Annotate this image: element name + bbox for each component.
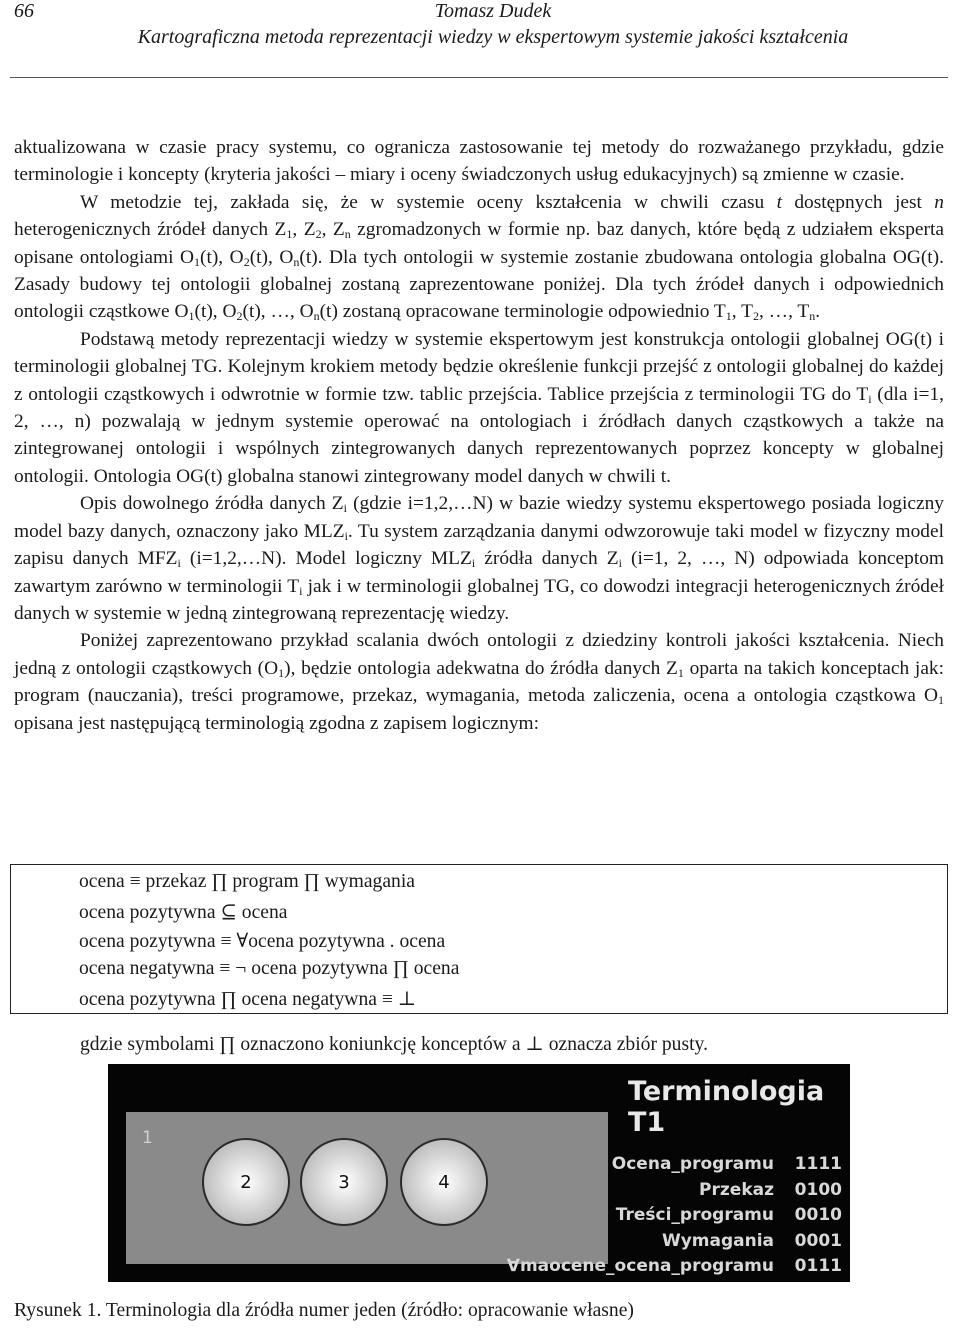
terminology-rows [507, 1152, 842, 1280]
logic-formula-box [10, 864, 948, 1014]
outer-set-label: 1 [142, 1128, 153, 1148]
circle-label-2: 2 [240, 1172, 252, 1193]
figure-caption: Rysunek 1. Terminologia dla źródła numer jeden (źródło: opracowanie własne) [14, 1300, 634, 1321]
header-rule [10, 77, 948, 78]
paragraph-1: aktualizowana w czasie pracy systemu, co ogranicza zastosowanie tej metody do rozważanego przykładu, gdzie terminologie i koncepty (kryteria jakości – miary i oceny świadczonych usług edukacyjnych) są zmienne w czasie. [14, 137, 944, 186]
term-row: ∀maocene_ocena_programu 0111 [506, 1256, 842, 1276]
circle-label-3: 3 [338, 1172, 350, 1193]
formula-line-1: ocena ≡ przekaz ∏ program ∏ wymagania [79, 871, 415, 892]
circle-label-4: 4 [438, 1172, 450, 1193]
term-row: Przekaz 0100 [699, 1179, 842, 1200]
formula-line-5: ocena pozytywna ∏ ocena negatywna ≡ ⊥ [79, 989, 417, 1010]
symbol-note: gdzie symbolami ∏ oznaczono koniunkcję konceptów a ⊥ oznacza zbiór pusty. [80, 1034, 708, 1055]
paragraph-5: Poniżej zaprezentowano przykład scalania dwóch ontologii z dziedziny kontroli jakości kształcenia. Niech jedną z ontologii cząstkowych $(O_1)$, będzie ontologia adekwatna do źródła danych $Z_1$ oparta na takich konceptach jak: program (nauczania), treści programowe, przekaz, wymagania, metoda zaliczenia, ocena a ontologia cząstkowa $O_1$ opisana jest następującą terminologią zgodna z zapisem logicznym: [14, 630, 945, 734]
formula-line-4: ocena negatywna ≡ ¬ ocena pozytywna ∏ ocena [79, 958, 460, 979]
author-name: Tomasz Dudek [434, 0, 552, 22]
term-row: Ocena_programu 1111 [611, 1154, 842, 1174]
terminology-figure [108, 1064, 850, 1282]
paragraph-2: W metodzie tej, zakłada się, że w systemie oceny kształcenia w chwili czasu t dostępnych jest n heterogenicznych źródeł danych $Z_1$, $Z_2$, $Z_n$ zgromadzonych w formie np. baz danych, które będą z udziałem eksperta opisane ontologiami $O_1(t)$, $O_2(t)$, $O_n(t)$. Dla tych ontologii w systemie zostanie zbudowana ontologia globalna OG(t). Zasady budowy tej ontologii globalnej zostaną zaprezentowane poniżej. Dla tych źródeł danych i odpowiednich ontologii cząstkowe $O_1(t)$, $O_2(t)$, …, $O_n(t)$ zostaną opracowane terminologie odpowiednio $T_1$, $T_2$, …, $T_n$. [14, 191, 944, 324]
formula-line-3: ocena pozytywna ≡ ∀ocena pozytywna . ocena [79, 931, 446, 952]
term-row: Wymagania 0001 [661, 1230, 842, 1251]
article-title: Kartograficzna metoda reprezentacji wiedzy w ekspertowym systemie jakości kształcenia [137, 26, 849, 48]
term-row: Treści_programu 0010 [615, 1205, 842, 1225]
formula-line-2: ocena pozytywna ⊆ ocena [79, 902, 288, 923]
paragraph-4: Opis dowolnego źródła danych $Z_i$ (gdzie i=1,2,…N) w bazie wiedzy systemu ekspertowego posiada logiczny model bazy danych, oznaczony jako $MLZ_i$. Tu system zarządzania danymi odwzorowuje taki model w fizyczny model zapisu danych $MFZ_i$ (i=1,2,…N). Model logiczny $MLZ_i$ źródła danych $Z_i$ (i=1, 2, …, N) odpowiada konceptom zawartym zarówno w terminologii $T_i$ jak i w terminologii globalnej TG, co dowodzi integracji heterogenicznych źródeł danych w systemie w jedną zintegrowaną reprezentację wiedzy. [14, 493, 944, 624]
page-number: 66 [14, 0, 34, 22]
figure-title: Terminologia T1 [628, 1076, 825, 1138]
paragraph-3: Podstawą metody reprezentacji wiedzy w systemie ekspertowym jest konstrukcja ontologii globalnej OG(t) i terminologii globalnej TG. Kolejnym krokiem metody będzie określenie funkcji przejść z ontologii globalnej do każdej z ontologii cząstkowych i odwrotnie w formie tzw. tablic przejścia. Tablice przejścia z terminologii TG do $T_i$ (dla i=1, 2, …, n) pozwalają w jednym systemie operować na ontologiach i źródłach danych cząstkowych a także na zintegrowanej ontologii i wspólnych zintegrowanych danych reprezentowanych poprzez koncepty w globalnej ontologii. Ontologia OG(t) globalna stanowi zintegrowany model danych w chwili t. [14, 328, 944, 487]
body-text [14, 134, 944, 737]
